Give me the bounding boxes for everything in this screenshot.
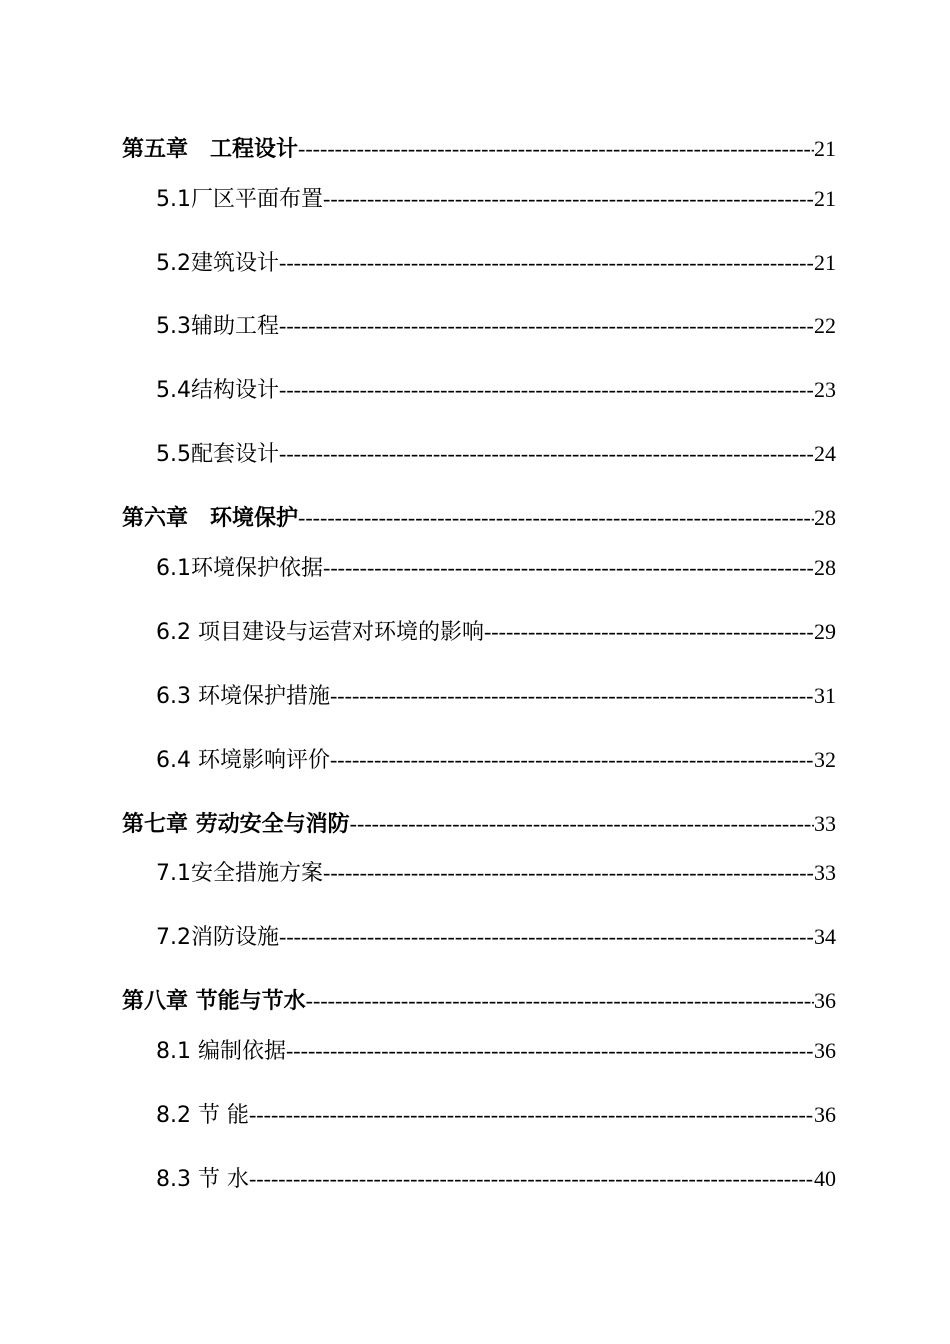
toc-entry-label: 7.2消防设施 <box>156 925 279 950</box>
toc-entry-label: 5.3辅助工程 <box>156 314 279 339</box>
toc-section-6-3 <box>156 679 836 713</box>
toc-section-5-3 <box>156 309 836 343</box>
toc-leader-dots <box>350 807 814 841</box>
toc-section-5-4 <box>156 373 836 407</box>
toc-leader-dots <box>298 132 814 166</box>
toc-page-number: 24 <box>814 441 836 466</box>
toc-chapter-6 <box>122 501 836 535</box>
toc-leader-dots <box>249 1162 814 1196</box>
toc-entry-label: 8.1 编制依据 <box>156 1039 286 1064</box>
toc-page-number: 40 <box>814 1166 836 1191</box>
toc-page-number: 36 <box>814 1102 836 1127</box>
toc-leader-dots <box>298 501 814 535</box>
toc-entry-label: 8.3 节 水 <box>156 1167 249 1192</box>
toc-chapter-7 <box>122 807 836 841</box>
toc-leader-dots <box>279 437 814 471</box>
toc-entry-label: 第七章 劳动安全与消防 <box>122 812 350 837</box>
toc-leader-dots <box>330 679 814 713</box>
toc-chapter-8 <box>122 984 836 1018</box>
toc-entry-label: 6.1环境保护依据 <box>156 556 323 581</box>
toc-leader-dots <box>279 309 814 343</box>
toc-leader-dots <box>249 1098 814 1132</box>
toc-leader-dots <box>279 246 814 280</box>
toc-section-5-2 <box>156 246 836 280</box>
toc-entry-label: 5.2建筑设计 <box>156 251 279 276</box>
toc-page-number: 36 <box>814 988 836 1013</box>
toc-leader-dots <box>279 373 814 407</box>
toc-section-7-1 <box>156 856 836 890</box>
toc-chapter-5 <box>122 132 836 166</box>
toc-page-number: 33 <box>814 860 836 885</box>
toc-page-number: 21 <box>814 250 836 275</box>
toc-section-7-2 <box>156 920 836 954</box>
toc-leader-dots <box>279 920 814 954</box>
toc-page-number: 28 <box>814 555 836 580</box>
toc-leader-dots <box>323 856 814 890</box>
toc-section-8-2 <box>156 1098 836 1132</box>
toc-section-5-5 <box>156 437 836 471</box>
toc-entry-label: 第八章 节能与节水 <box>122 989 306 1014</box>
toc-page-number: 21 <box>814 136 836 161</box>
toc-entry-label: 5.1厂区平面布置 <box>156 187 323 212</box>
toc-entry-label: 5.4结构设计 <box>156 378 279 403</box>
toc-entry-label: 7.1安全措施方案 <box>156 861 323 886</box>
toc-section-8-1 <box>156 1034 836 1068</box>
toc-page-number: 28 <box>814 505 836 530</box>
toc-page-number: 21 <box>814 186 836 211</box>
toc-section-6-1 <box>156 551 836 585</box>
toc-page-number: 29 <box>814 619 836 644</box>
toc-leader-dots <box>484 615 814 649</box>
toc-leader-dots <box>306 984 814 1018</box>
toc-page-number: 36 <box>814 1038 836 1063</box>
toc-section-5-1 <box>156 182 836 216</box>
toc-leader-dots <box>330 743 814 777</box>
toc-page-number: 33 <box>814 811 836 836</box>
toc-entry-label: 8.2 节 能 <box>156 1103 249 1128</box>
toc-page-number: 23 <box>814 377 836 402</box>
toc-leader-dots <box>286 1034 814 1068</box>
toc-entry-label: 第五章 工程设计 <box>122 137 299 162</box>
toc-entry-label: 6.4 环境影响评价 <box>156 748 330 773</box>
toc-section-8-3 <box>156 1162 836 1196</box>
toc-entry-label: 6.2 项目建设与运营对环境的影响 <box>156 620 484 645</box>
toc-section-6-2 <box>156 615 836 649</box>
toc-page-number: 31 <box>814 683 836 708</box>
toc-leader-dots <box>323 551 814 585</box>
toc-page-number: 32 <box>814 747 836 772</box>
toc-page-number: 22 <box>814 313 836 338</box>
toc-entry-label: 第六章 环境保护 <box>122 506 299 531</box>
toc-leader-dots <box>323 182 814 216</box>
toc-entry-label: 6.3 环境保护措施 <box>156 684 330 709</box>
toc-entry-label: 5.5配套设计 <box>156 442 279 467</box>
toc-page-number: 34 <box>814 924 836 949</box>
toc-section-6-4 <box>156 743 836 777</box>
